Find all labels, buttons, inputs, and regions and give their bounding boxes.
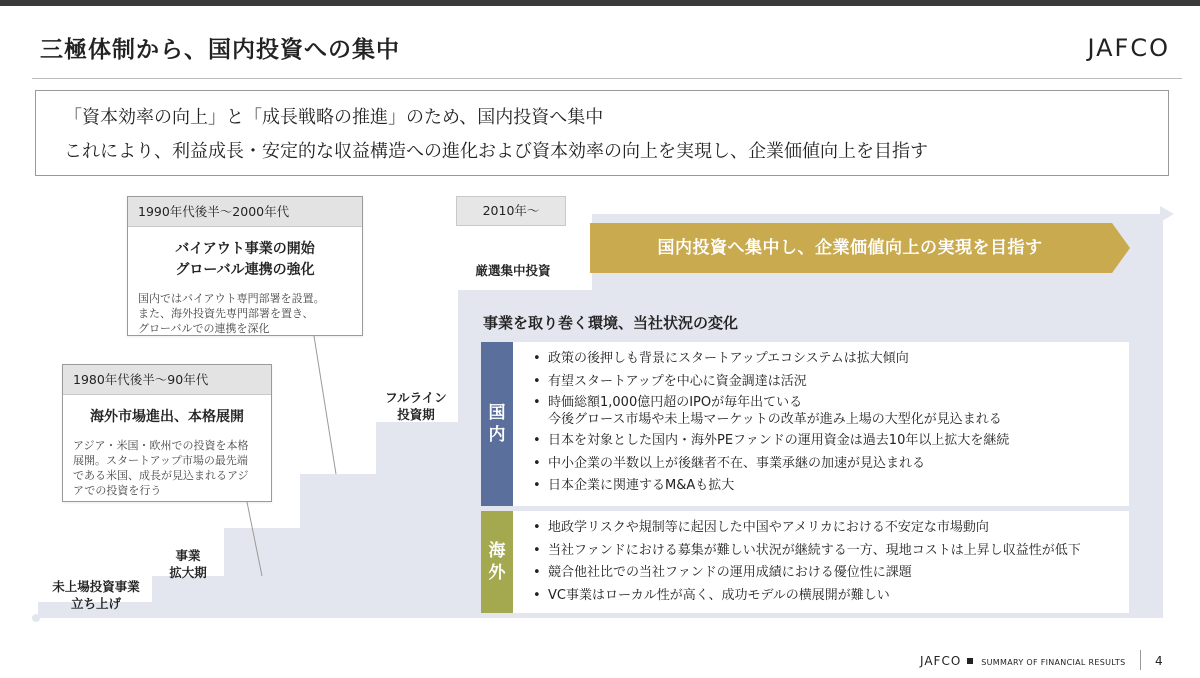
goal-banner-text: 国内投資へ集中し、企業価値向上の実現を目指す — [657, 238, 1043, 258]
domestic-label-char: 内 — [488, 425, 506, 445]
intro-line-2: これにより、利益成長・安定的な収益構造への進化および資本効率の向上を実現し、企業価値向上を目指す — [64, 141, 928, 162]
step-label-3 — [378, 389, 454, 423]
era-body-1990-line: グローバルでの連携を深化 — [138, 322, 270, 335]
step-label-3-line2: 投資期 — [397, 407, 435, 422]
list-item: • 当社ファンドにおける募集が難しい状況が継続する一方、現地コストは上昇し収益性が低下 — [533, 541, 1081, 561]
era-tag-2010: 2010年〜 — [456, 196, 566, 226]
domestic-panel — [481, 342, 1129, 506]
era-period-1980: 1980年代後半〜90年代 — [63, 365, 271, 395]
list-item: • 有望スタートアップを中心に資金調達は活況 — [533, 372, 1009, 392]
list-item: • 地政学リスクや規制等に起因した中国やアメリカにおける不安定な市場動向 — [533, 518, 1081, 538]
era-body-1980-line: である米国、成長が見込まれるアジ — [73, 469, 249, 482]
overseas-label-char: 海 — [488, 541, 506, 561]
step-label-2-line1: 事業 — [175, 548, 201, 563]
era-box-1990 — [127, 196, 363, 336]
era-box-1980 — [62, 364, 272, 502]
step-label-1-line2: 立ち上げ — [70, 596, 121, 611]
domestic-list — [533, 349, 1009, 499]
era-heading-1980: 海外市場進出、本格展開 — [90, 409, 244, 425]
step-label-1-line1: 未上場投資事業 — [52, 579, 140, 594]
domestic-label — [481, 342, 513, 506]
era-body-1980-line: 展開。スタートアップ市場の最先端 — [73, 454, 248, 467]
page-title: 三極体制から、国内投資への集中 — [40, 37, 400, 63]
overseas-list — [533, 518, 1081, 608]
list-item: • 日本を対象とした国内・海外PEファンドの運用資金は過去10年以上拡大を継続 — [533, 431, 1009, 451]
footer-square-icon — [967, 658, 973, 664]
list-item: • 日本企業に関連するM&Aも拡大 — [533, 476, 1009, 496]
era-heading-1990 — [128, 239, 362, 281]
page-number: 4 — [1155, 654, 1163, 668]
era-period-1990: 1990年代後半〜2000年代 — [128, 197, 362, 227]
step-label-4: 厳選集中投資 — [475, 263, 551, 278]
era-heading-1990-line1: バイアウト事業の開始 — [175, 241, 315, 257]
callout-line-1990 — [314, 336, 336, 474]
footer-divider — [1140, 650, 1141, 670]
step-label-3-line1: フルライン — [385, 390, 447, 405]
timeline-arrow-icon — [1160, 206, 1174, 222]
intro-line-1: 「資本効率の向上」と「成長戦略の推進」のため、国内投資へ集中 — [64, 107, 604, 128]
overseas-label — [481, 511, 513, 613]
section-title: 事業を取り巻く環境、当社状況の変化 — [483, 314, 739, 332]
overseas-label-char: 外 — [488, 563, 506, 583]
step-label-2 — [158, 547, 218, 581]
era-heading-1990-line2: グローバル連携の強化 — [175, 262, 315, 278]
list-item: • 競合他社比での当社ファンドの運用成績における優位性に課題 — [533, 563, 1081, 583]
step-label-1 — [44, 578, 148, 612]
footer-logo: JAFCO — [920, 654, 962, 668]
domestic-label-char: 国 — [488, 403, 506, 423]
list-item-line: • 時価総額1,000億円超のIPOが毎年出ている — [548, 395, 803, 410]
overseas-panel — [481, 511, 1129, 613]
footer-text: SUMMARY OF FINANCIAL RESULTS — [981, 658, 1126, 667]
era-body-1990-line: また、海外投資先専門部署を置き、 — [138, 307, 314, 320]
jafco-logo: JAFCO — [1087, 34, 1170, 62]
list-item: • VC事業はローカル性が高く、成功モデルの横展開が難しい — [533, 586, 1081, 606]
timeline-start-dot — [32, 614, 40, 622]
era-body-1980 — [63, 438, 271, 498]
list-item: • 政策の後押しも背景にスタートアップエコシステムは拡大傾向 — [533, 349, 1009, 369]
step-label-2-line2: 拡大期 — [169, 565, 207, 580]
list-item-line: 今後グロース市場や未上場マーケットの改革が進み上場の大型化が見込まれる — [548, 412, 1002, 427]
era-body-1990-line: 国内ではバイアウト専門部署を設置。 — [138, 292, 325, 305]
era-body-1990 — [128, 291, 362, 336]
list-item — [533, 394, 1009, 428]
goal-banner — [590, 223, 1130, 273]
list-item: • 中小企業の半数以上が後継者不在、事業承継の加速が見込まれる — [533, 454, 1009, 474]
era-body-1980-line: アジア・米国・欧州での投資を本格 — [73, 439, 249, 452]
footer — [920, 654, 1125, 668]
era-body-1980-line: アでの投資を行う — [73, 484, 162, 497]
